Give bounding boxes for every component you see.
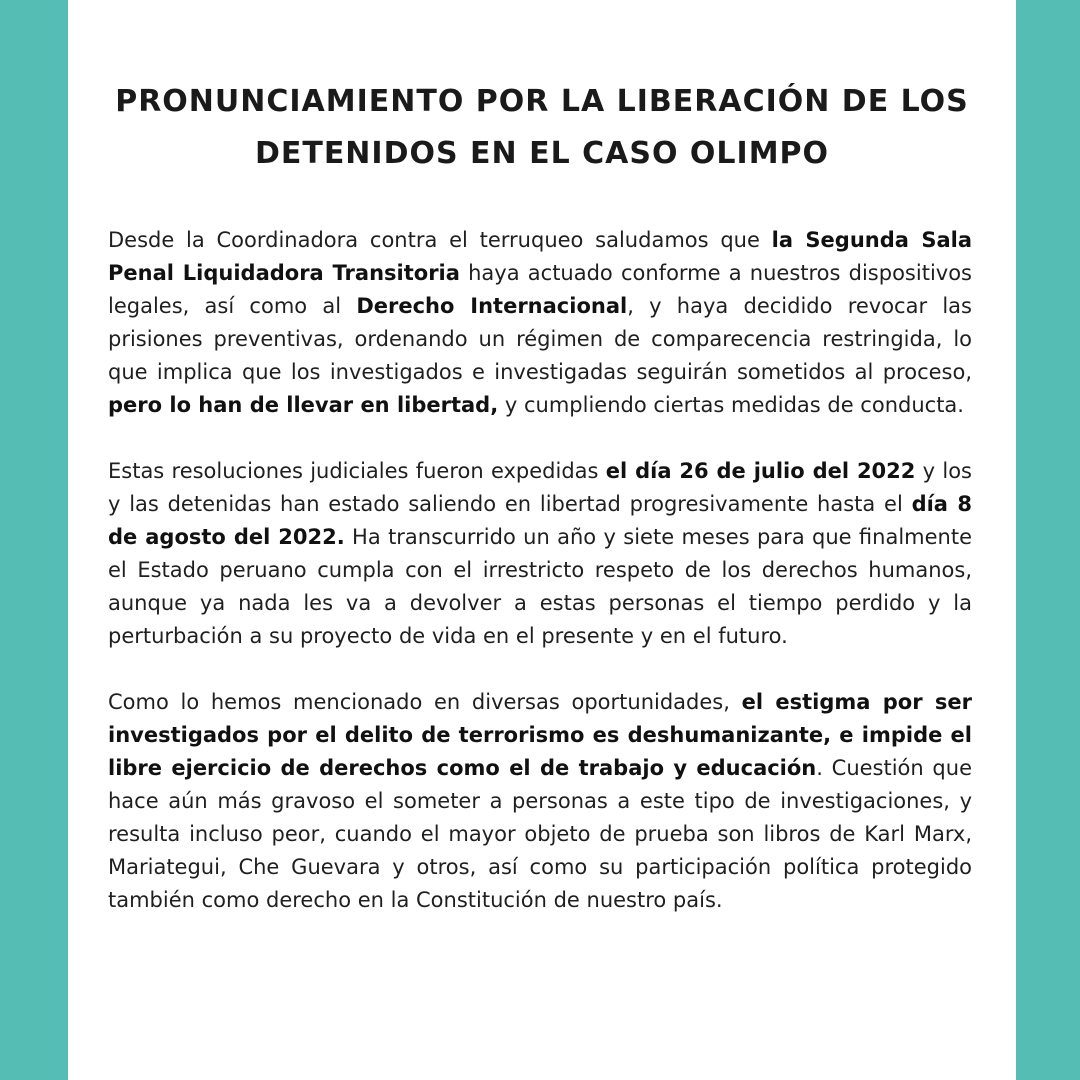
page-title xyxy=(68,76,1016,180)
paragraph-bold-text: la Segunda Sala Penal Liquidadora Transitoria xyxy=(108,228,972,285)
paragraph-bold-text: el día 26 de julio del 2022 xyxy=(605,459,916,483)
paragraph-text: Desde la Coordinadora contra el terruqueo saludamos que xyxy=(108,228,772,252)
paragraph-text: . Cuestión que hace aún más gravoso el someter a personas a este tipo de investigaciones, y resulta incluso peor, cuando el mayor objeto de prueba son libros de Karl Marx, Mariategui, Che Guevara y otros, así como su participación política protegido también como derecho en la Constitución de nuestro país. xyxy=(108,756,972,912)
paragraph-1 xyxy=(108,224,972,422)
paragraph-text: Como lo hemos mencionado en diversas oportunidades, xyxy=(108,690,742,714)
statement-body xyxy=(108,224,972,950)
paragraph-text: y los y las detenidas han estado saliendo en libertad progresivamente hasta el xyxy=(108,459,972,516)
paragraph-text: Estas resoluciones judiciales fueron expedidas xyxy=(108,459,606,483)
paragraph-text: y cumpliendo ciertas medidas de conducta. xyxy=(498,393,964,417)
paragraph-bold-text: pero lo han de llevar en libertad, xyxy=(108,393,499,417)
paragraph-bold-text: el estigma por ser investigados por el delito de terrorismo es deshumanizante, e impide el libre ejercicio de derechos como el de trabajo y educación xyxy=(108,690,972,780)
paragraph-bold-text: día 8 de agosto del 2022. xyxy=(108,492,972,549)
paragraph-bold-text: Derecho Internacional xyxy=(356,294,628,318)
paragraph-text: , y haya decidido revocar las prisiones preventivas, ordenando un régimen de comparecencia restringida, lo que implica que los investigados e investigadas seguirán sometidos al proceso, xyxy=(108,294,972,384)
title-line-2: DETENIDOS EN EL CASO OLIMPO xyxy=(254,136,830,171)
paragraph-text: Ha transcurrido un año y siete meses para que finalmente el Estado peruano cumpla con el irrestricto respeto de los derechos humanos, aunque ya nada les va a devolver a estas personas el tiempo perdido y la perturbación a su proyecto de vida en el presente y en el futuro. xyxy=(108,525,973,648)
paragraph-2 xyxy=(108,455,972,653)
document-page xyxy=(68,0,1016,1080)
title-line-1: PRONUNCIAMIENTO POR LA LIBERACIÓN DE LOS xyxy=(115,84,969,119)
paragraph-3 xyxy=(108,686,972,917)
paragraph-text: haya actuado conforme a nuestros dispositivos legales, así como al xyxy=(108,261,972,318)
